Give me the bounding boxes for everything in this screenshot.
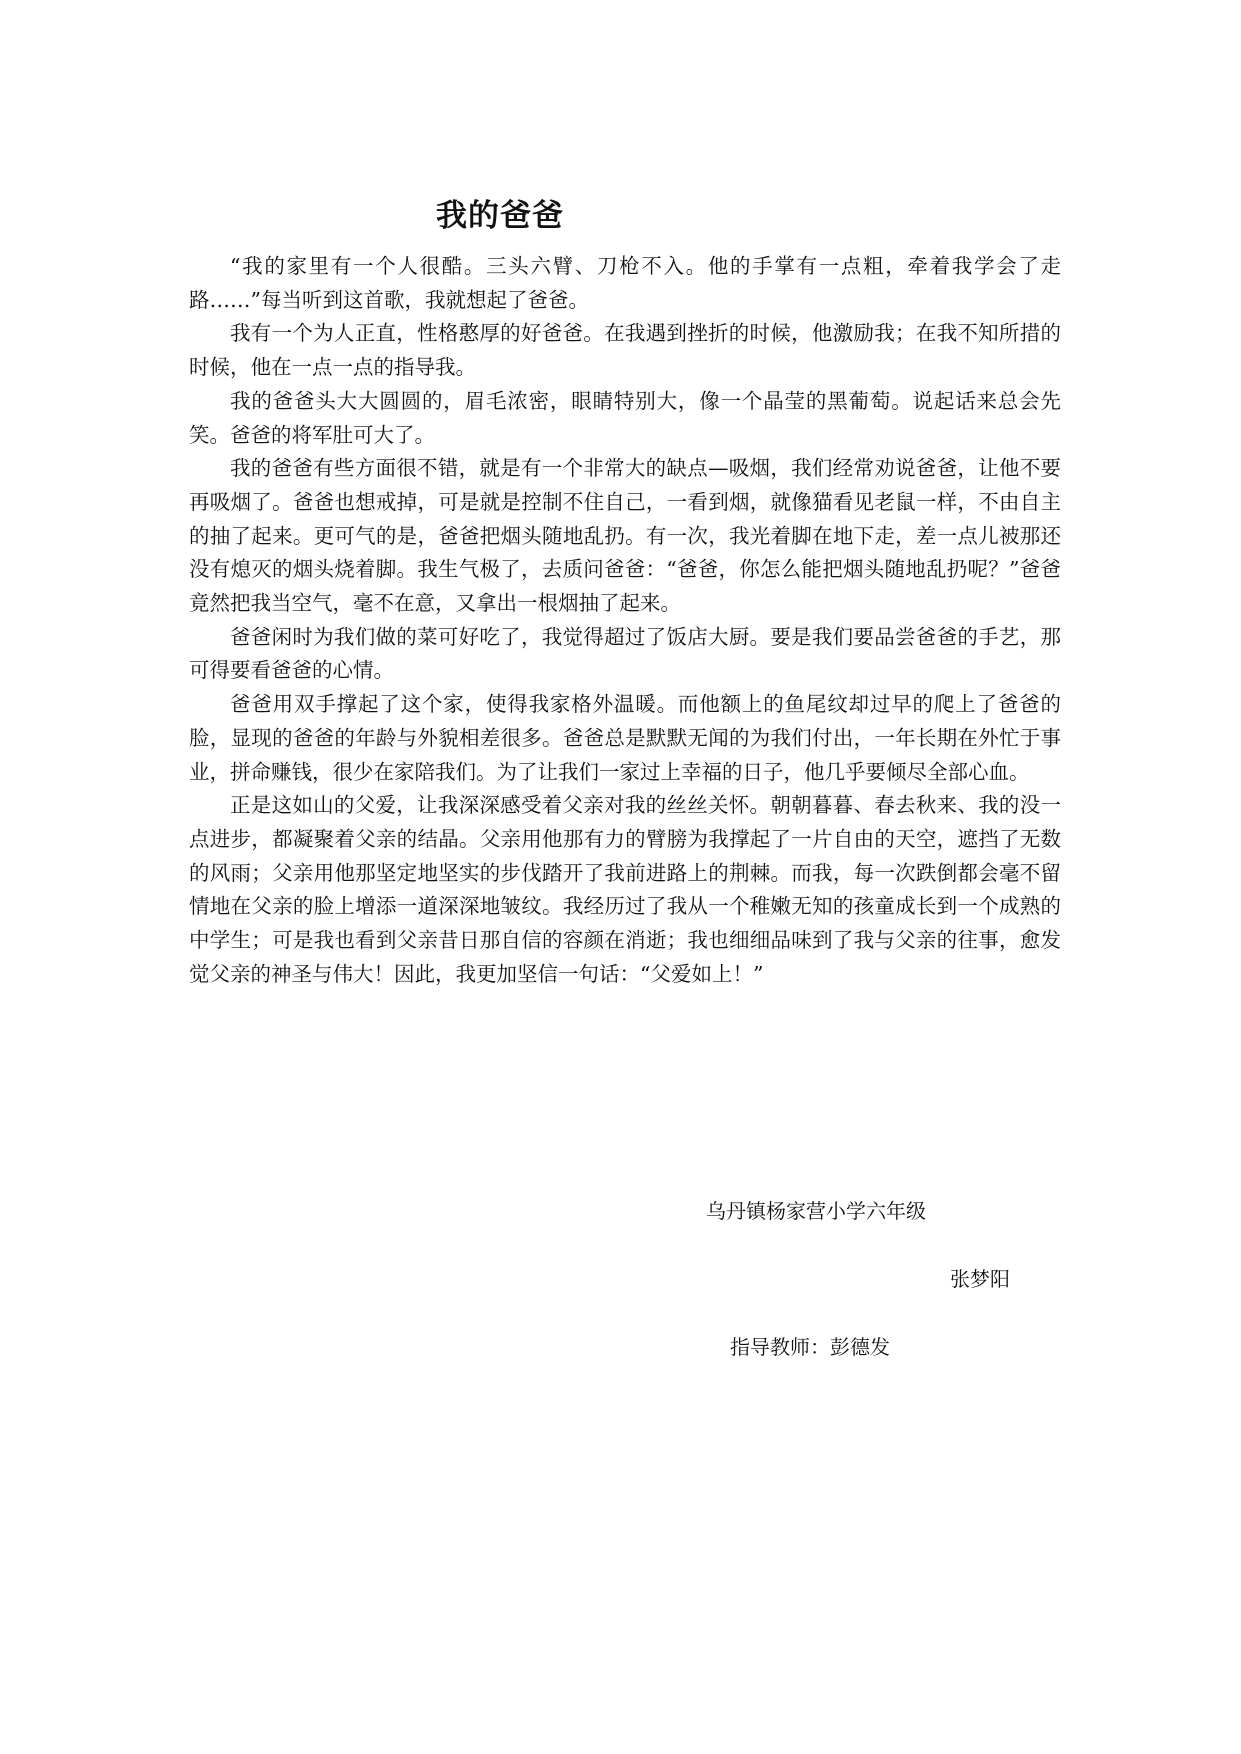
page-title: 我的爸爸 [436,198,564,234]
paragraph: 正是这如山的父爱，让我深深感受着父亲对我的丝丝关怀。朝朝暮暮、春去秋来、我的没一点进步，都凝聚着父亲的结晶。父亲用他那有力的臂膀为我撑起了一片自由的天空，遮挡了无数的风雨；父亲用他那坚定地坚实的步伐踏开了我前进路上的荆棘。而我，每一次跌倒都会毫不留情地在父亲的脸上增添一道深深地皱纹。我经历过了我从一个稚嫩无知的孩童成长到一个成熟的中学生；可是我也看到父亲昔日那自信的容颜在消逝；我也细细品味到了我与父亲的往事，愈发觉父亲的神圣与伟大！因此，我更加坚信一句话：“父爱如上！” [189,793,1061,986]
teacher-name: 指导教师：彭德发 [730,1335,890,1359]
author-name: 张梦阳 [950,1267,1010,1291]
article-body [189,250,1061,991]
paragraph: 我有一个为人正直，性格憨厚的好爸爸。在我遇到挫折的时候，他激励我；在我不知所措的时候，他在一点一点的指导我。 [189,321,1061,380]
paragraph: 我的爸爸头大大圆圆的，眉毛浓密，眼睛特别大，像一个晶莹的黑葡萄。说起话来总会先笑。爸爸的将军肚可大了。 [189,388,1061,447]
paragraph: “我的家里有一个人很酷。三头六臂、刀枪不入。他的手掌有一点粗，牵着我学会了走路……”每当听到这首歌，我就想起了爸爸。 [189,254,1061,312]
paragraph: 爸爸用双手撑起了这个家，使得我家格外温暖。而他额上的鱼尾纹却过早的爬上了爸爸的脸，显现的爸爸的年龄与外貌相差很多。爸爸总是默默无闻的为我们付出，一年长期在外忙于事业，拼命赚钱，很少在家陪我们。为了让我们一家过上幸福的日子，他几乎要倾尽全部心血。 [189,692,1061,784]
paragraph: 我的爸爸有些方面很不错，就是有一个非常大的缺点—吸烟，我们经常劝说爸爸，让他不要再吸烟了。爸爸也想戒掉，可是就是控制不住自己，一看到烟，就像猫看见老鼠一样，不由自主的抽了起来。更可气的是，爸爸把烟头随地乱扔。有一次，我光着脚在地下走，差一点儿被那还没有熄灭的烟头烧着脚。我生气极了，去质问爸爸：“爸爸，你怎么能把烟头随地乱扔呢？”爸爸竟然把我当空气，毫不在意，又拿出一根烟抽了起来。 [189,456,1061,616]
paragraph: 爸爸闲时为我们做的菜可好吃了，我觉得超过了饭店大厨。要是我们要品尝爸爸的手艺，那可得要看爸爸的心情。 [189,624,1061,683]
school-name: 乌丹镇杨家营小学六年级 [706,1199,926,1223]
